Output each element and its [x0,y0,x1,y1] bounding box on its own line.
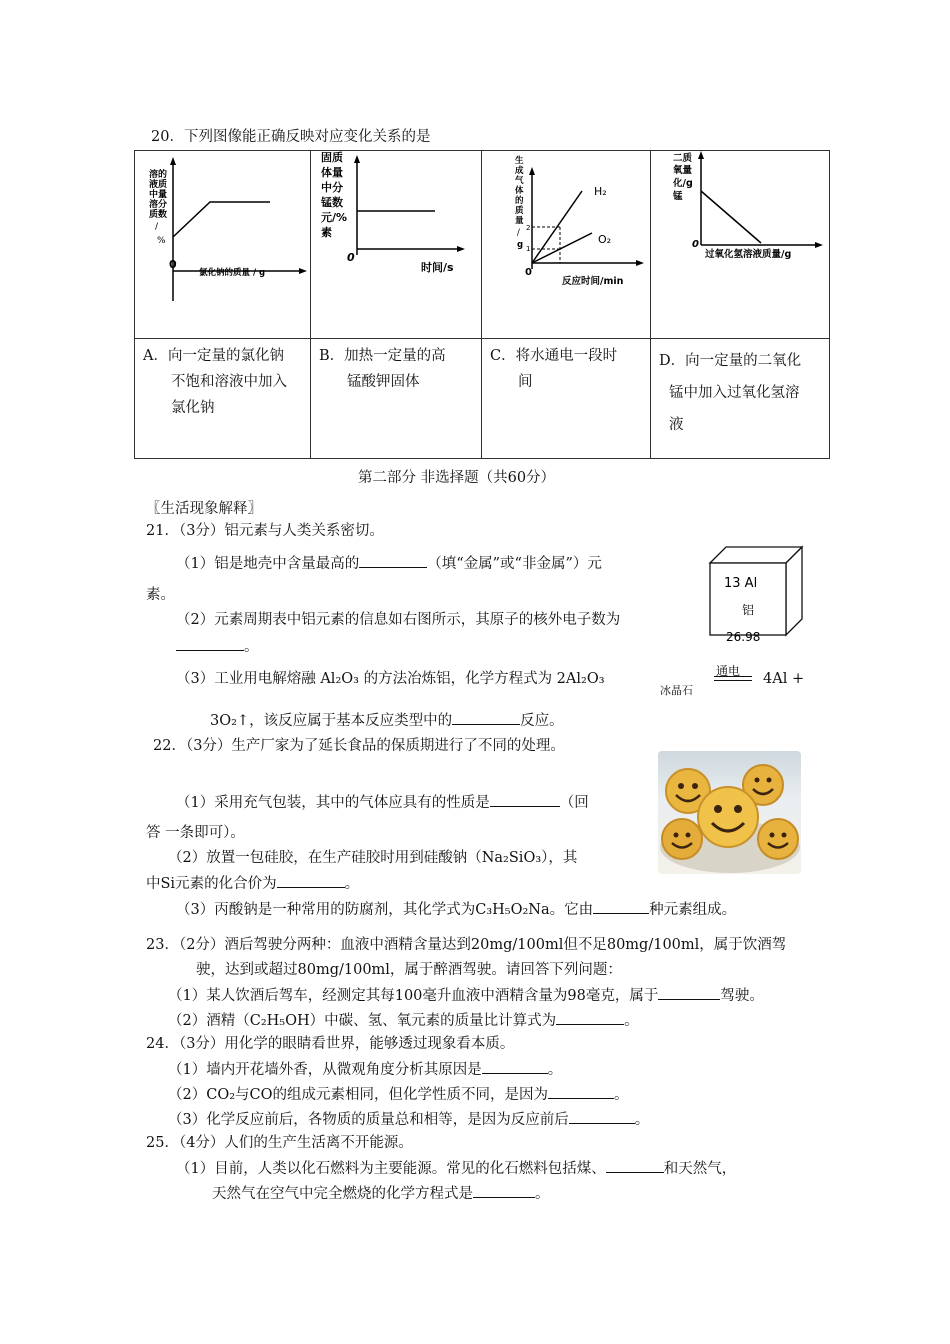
q25-stem: 25．（4分）人们的生产生活离不开能源。 [146,1135,413,1151]
graph-c-xlabel: 反应时间/min [562,276,624,287]
q23-stem-cont: 驶，达到或超过80mg/100ml，属于醉酒驾驶。请回答下列问题： [196,962,622,978]
svg-text:g: g [517,240,524,250]
q23-stem: 23．（2分）酒后驾驶分两种：血液中酒精含量达到20mg/100ml但不足80mg/100ml，属于饮酒驾 [146,937,787,953]
q22-p1: （1）采用充气包装，其中的气体应具有的性质是 （回 [176,792,589,813]
part2-title: 第二部分 非选择题（共60分） [358,470,556,486]
q25-p1: （1）目前，人类以化石燃料为主要能源。常见的化石燃料包括煤、 和天然气， [176,1158,736,1179]
q21-stem: 21．（3分）铝元素与人类关系密切。 [146,523,384,539]
svg-text:质数: 质数 [149,210,168,220]
svg-text:气: 气 [515,176,524,186]
graph-a-xlabel: 氯化钠的质量 / g [199,268,266,278]
graph-d-xlabel: 过氧化氢溶液质量/g [705,249,792,260]
q21-p1: （1）铝是地壳中含量最高的 （填“金属”或“非金属”）元 [176,553,602,574]
q21-p3-cont: 3O₂↑，该反应属于基本反应类型中的 反应。 [210,710,564,731]
q25-p1-cont: 天然气在空气中完全燃烧的化学方程式是 。 [212,1183,550,1204]
graph-b [311,151,481,334]
element-mass: 26.98 [726,630,761,643]
q21-p2: （2）元素周期表中铝元素的信息如右图所示，其原子的核外电子数为 [176,612,621,628]
svg-text:%: % [157,236,166,246]
graph-c-origin: 0 [525,267,532,278]
graph-c-tick-2: 2 [526,224,531,232]
svg-text:锰数: 锰数 [321,196,343,209]
graph-c-tick-1: 1 [526,245,531,253]
q22-p1-cont: 答 一条即可）。 [146,825,245,841]
q25-blank-2[interactable] [473,1183,535,1198]
option-b: B．加热一定量的高 锰酸钾固体 [311,339,482,459]
svg-text:液质: 液质 [149,180,168,190]
graph-c-h2-label: H₂ [594,185,607,198]
option-d: D．向一定量的二氧化 锰中加入过氧化氢溶 液 [651,339,830,459]
element-number-symbol: 13 Al [724,576,758,591]
svg-text:元/%: 元/% [321,211,348,224]
graph-b-xlabel: 时间/s [421,261,454,274]
q21-blank-1[interactable] [359,553,427,568]
q21-p3-products: 4Al + [763,671,805,687]
q22-p3: （3）丙酸钠是一种常用的防腐剂，其化学式为C₃H₅O₂Na。它由 种元素组成。 [176,899,736,920]
q21-blank-2[interactable] [176,636,244,651]
q23-p1: （1）某人饮酒后驾车，经测定其每100毫升血液中酒精含量为98毫克，属于 驾驶。 [168,985,764,1006]
q24-p1: （1）墙内开花墙外香，从微观角度分析其原因是 。 [168,1059,562,1080]
q24-blank-2[interactable] [548,1084,614,1099]
svg-text:二质: 二质 [673,153,693,164]
q21-condition-bottom: 冰晶石 [660,684,693,697]
q21-condition-top: 通电 [716,664,741,678]
graph-cell-d [651,151,830,339]
graph-cell-a [135,151,311,339]
svg-text:体: 体 [515,186,524,196]
q24-stem: 24．（3分）用化学的眼睛看世界，能够透过现象看本质。 [146,1036,515,1052]
q22-blank-3[interactable] [593,899,649,914]
svg-text:/: / [517,228,520,238]
smiley-cookies-image [658,751,801,874]
q24-blank-3[interactable] [569,1109,635,1124]
svg-text:氧量: 氧量 [673,165,693,176]
q24-blank-1[interactable] [482,1059,548,1074]
q21-blank-3[interactable] [452,710,520,725]
graph-c [482,151,650,334]
q22-p2-cont: 中Si元素的化合价为 。 [146,873,359,894]
q23-blank-2[interactable] [556,1010,624,1025]
option-a: A．向一定量的氯化钠 不饱和溶液中加入 氯化钠 [135,339,311,459]
section-label: 〖生活现象解释〗 [146,501,262,517]
svg-text:量: 量 [515,216,524,226]
svg-text:/: / [155,222,159,232]
svg-text:溶分: 溶分 [149,200,168,210]
q20-graph-table [134,150,830,459]
svg-text:固质: 固质 [321,151,343,164]
svg-text:的: 的 [515,196,524,206]
q21-p1-cont: 素。 [146,587,175,603]
graph-d [651,151,829,334]
q21-p3: （3）工业用电解熔融 Al₂O₃ 的方法冶炼铝，化学方程式为 2Al₂O₃ [176,671,605,687]
graph-a-ylabel-1: 溶的 [149,170,168,180]
svg-text:质: 质 [515,206,524,216]
q22-blank-1[interactable] [490,792,560,807]
graph-d-origin: 0 [692,239,699,250]
graph-a-origin: 0 [169,258,177,271]
graph-c-o2-label: O₂ [598,233,612,246]
q21-p2-cont: 。 [176,636,259,657]
svg-text:化/g: 化/g [673,178,693,189]
graph-cell-b [311,151,482,339]
q24-p2: （2）CO₂与CO的组成元素相同，但化学性质不同，是因为 。 [168,1084,629,1105]
element-name: 铝 [742,603,755,617]
svg-text:素: 素 [321,226,332,239]
equals-sign [714,676,752,681]
q20-stem: 20．下列图像能正确反映对应变化关系的是 [151,129,431,145]
graph-b-origin: 0 [347,251,355,264]
q22-p2: （2）放置一包硅胶，在生产硅胶时用到硅酸钠（Na₂SiO₃），其 [168,850,578,866]
graph-cell-c [482,151,651,339]
q22-blank-2[interactable] [277,873,345,888]
q22-stem: 22．（3分）生产厂家为了延长食品的保质期进行了不同的处理。 [153,738,565,754]
svg-text:锰: 锰 [673,191,683,202]
svg-text:体量: 体量 [321,166,343,179]
option-c: C．将水通电一段时 间 [482,339,651,459]
q23-p2: （2）酒精（C₂H₅OH）中碳、氢、氧元素的质量比计算式为 。 [168,1010,639,1031]
element-cell-aluminum [708,545,806,643]
q25-blank-1[interactable] [606,1158,664,1173]
q24-p3: （3）化学反应前后，各物质的质量总和相等，是因为反应前后 。 [168,1109,649,1130]
q23-blank-1[interactable] [658,985,720,1000]
svg-text:成: 成 [515,166,524,176]
svg-text:中分: 中分 [321,181,343,194]
svg-text:生: 生 [515,156,524,166]
svg-text:中量: 中量 [149,190,168,200]
graph-a [135,151,310,334]
